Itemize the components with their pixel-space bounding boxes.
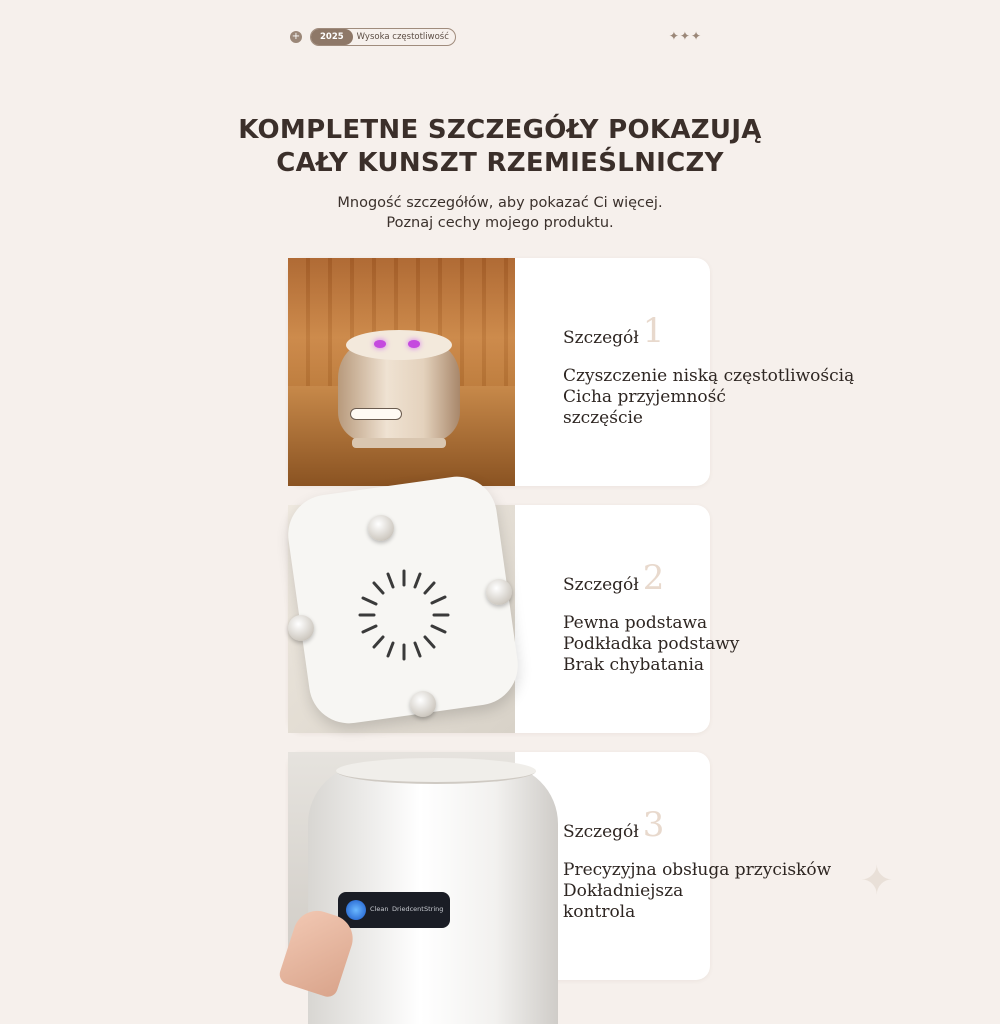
detail-heading bbox=[563, 804, 863, 845]
detail-description bbox=[563, 860, 863, 923]
subtitle-line-1: Mnogość szczegółów, aby pokazać Ci więcej. bbox=[337, 195, 663, 211]
detail-description bbox=[563, 613, 863, 676]
description-line: kontrola bbox=[563, 902, 636, 922]
description-line: szczęście bbox=[563, 408, 643, 428]
year-badge bbox=[310, 28, 456, 46]
description-line: Podkładka podstawy bbox=[563, 634, 740, 654]
badge-text: Wysoka częstotliwość bbox=[356, 32, 449, 42]
detail-label: Szczegół bbox=[563, 822, 639, 842]
device-image bbox=[338, 330, 460, 450]
panel-label: Driedcent bbox=[392, 905, 424, 913]
detail-label: Szczegół bbox=[563, 575, 639, 595]
product-photo-controls bbox=[288, 752, 515, 980]
detail-heading bbox=[563, 557, 863, 598]
detail-number: 3 bbox=[642, 805, 665, 845]
subtitle-line-2: Poznaj cechy mojego produktu. bbox=[386, 215, 614, 231]
sparkle-stars-icon: ✦✦✦ bbox=[668, 29, 702, 43]
product-photo-room bbox=[288, 258, 515, 486]
panel-label: String bbox=[424, 905, 444, 913]
description-line: Brak chybatania bbox=[563, 655, 705, 675]
detail-card-2 bbox=[288, 505, 740, 733]
detail-label: Szczegół bbox=[563, 328, 639, 348]
title-line-2: CAŁY KUNSZT RZEMIEŚLNICZY bbox=[276, 148, 724, 178]
year-label: 2025 bbox=[311, 29, 353, 45]
top-badge-bar bbox=[290, 28, 710, 48]
detail-card-3 bbox=[288, 752, 832, 980]
subtitle bbox=[0, 193, 1000, 233]
description-line: Cicha przyjemność bbox=[563, 387, 726, 407]
title-line-1: KOMPLETNE SZCZEGÓŁY POKAZUJĄ bbox=[238, 115, 762, 145]
plus-icon: + bbox=[291, 31, 301, 42]
detail-number: 2 bbox=[642, 558, 665, 598]
panel-label: Clean bbox=[370, 905, 389, 913]
description-line: Czyszczenie niską częstotliwością bbox=[563, 366, 855, 386]
detail-number: 1 bbox=[642, 311, 665, 351]
detail-heading bbox=[563, 310, 863, 351]
vent-icon bbox=[354, 565, 454, 665]
detail-description bbox=[563, 366, 863, 429]
product-photo-base bbox=[288, 505, 515, 733]
description-line: Precyzyjna obsługa przycisków bbox=[563, 860, 832, 880]
description-line: Dokładniejsza bbox=[563, 881, 684, 901]
description-line: Pewna podstawa bbox=[563, 613, 708, 633]
sparkle-icon: ✦ bbox=[860, 858, 894, 904]
detail-card-1 bbox=[288, 258, 855, 486]
control-panel bbox=[338, 892, 450, 928]
power-button-icon bbox=[346, 900, 366, 920]
page-title bbox=[0, 114, 1000, 180]
